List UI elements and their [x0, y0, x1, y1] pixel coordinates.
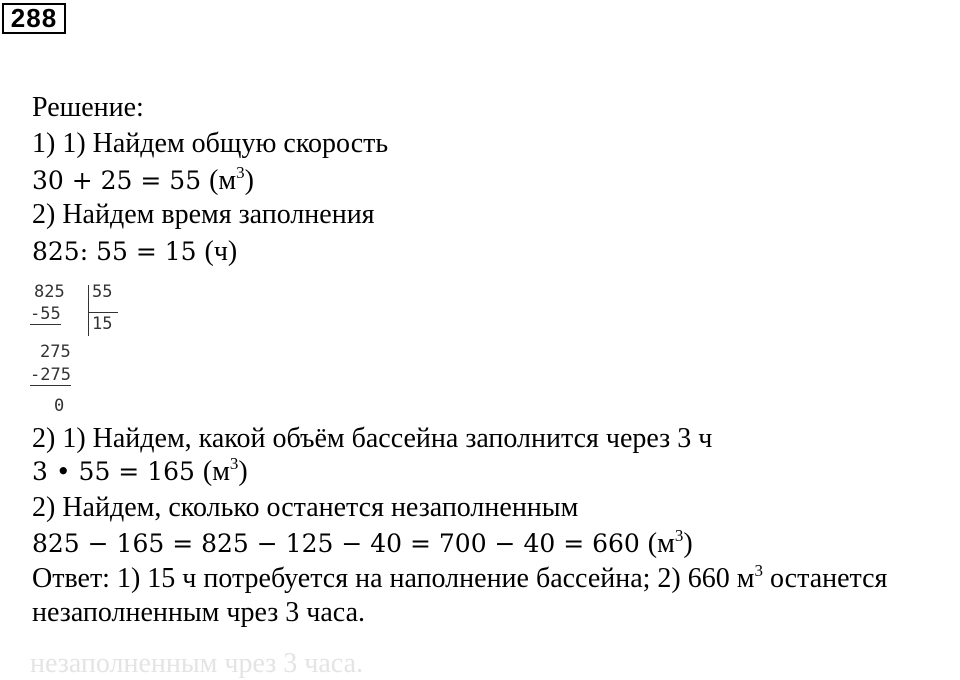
- division-vertical-bar: [88, 285, 89, 336]
- divisor: 55: [92, 282, 113, 302]
- answer-line-1: Ответ: 1) 15 ч потребуется на наполнение бассейна; 2) 660 $м^3$ останется: [32, 561, 888, 594]
- equation-expression: 3 • 55 = 165: [32, 457, 195, 486]
- equation-unit: $(м^3)$: [209, 163, 254, 196]
- quotient: 15: [92, 314, 113, 334]
- subtrahend-1: -55: [30, 304, 61, 324]
- problem-number: 288: [2, 3, 66, 34]
- equation-filled-volume: [32, 456, 248, 488]
- equation-unit: (ч): [204, 236, 238, 267]
- answer-line-2: незаполненным чрез 3 часа.: [32, 597, 365, 628]
- step2-title: 2) 1) Найдем, какой объём бассейна заполнится через 3 ч: [32, 423, 713, 454]
- equation-unit: $(м^3)$: [202, 454, 248, 487]
- faded-text-artifact: незаполненным чрез 3 часа.: [30, 648, 363, 679]
- equation-expression: 825: 55 = 15: [32, 237, 197, 266]
- equation-expression: 825 − 165 = 825 − 125 − 40 = 700 − 40 = 660: [32, 529, 640, 558]
- equation-fill-time: [32, 236, 237, 268]
- dividend: 825: [34, 282, 65, 302]
- equation-expression: 30 + 25 = 55: [32, 166, 202, 195]
- solution-heading: Решение:: [32, 92, 144, 123]
- step2-2-title: 2) Найдем, сколько останется незаполненным: [32, 492, 579, 523]
- subtrahend-2: -275: [30, 365, 71, 385]
- equation-total-speed: [32, 165, 254, 197]
- division-horizontal-bar: [88, 312, 118, 313]
- equation-unit: $(м^3)$: [647, 526, 693, 559]
- final-remainder: 0: [54, 396, 65, 416]
- long-division: [30, 282, 130, 422]
- step1-2-title: 2) Найдем время заполнения: [32, 199, 375, 230]
- step1-title: 1) 1) Найдем общую скорость: [32, 128, 389, 159]
- equation-unfilled-volume: [32, 528, 693, 560]
- remainder-1: 275: [40, 342, 71, 362]
